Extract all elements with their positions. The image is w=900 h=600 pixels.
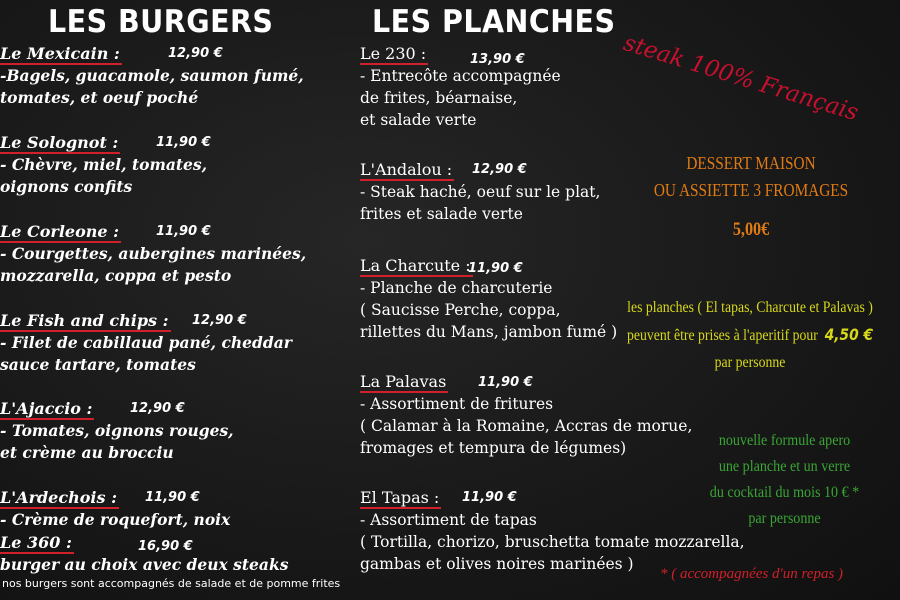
planche-desc-line: et salade verte [360, 111, 477, 130]
burger-desc-line: mozzarella, coppa et pesto [0, 266, 232, 286]
formule-apero-note [686, 428, 884, 532]
dessert-line: DESSERT MAISON [686, 153, 816, 173]
formule-line: une planche et un verre [718, 458, 851, 475]
aperitif-price: 4,50 € [824, 325, 874, 344]
burger-price: 16,90 € [138, 539, 193, 554]
formule-line: par personne [748, 510, 821, 527]
planche-item-230 [360, 44, 610, 131]
planche-price: 12,90 € [472, 162, 527, 177]
burger-item-corleone [0, 222, 345, 287]
planche-desc-line: frites et salade verte [360, 205, 523, 224]
planche-desc-line: ( Tortilla, chorizo, bruschetta tomate mozzarella, [360, 533, 745, 552]
burger-name: Le 360 : [0, 534, 74, 554]
aperitif-line: peuvent être prises à l'aperitif pour [626, 327, 818, 344]
planche-desc-line: - Entrecôte accompagnée [360, 67, 561, 86]
burger-price: 12,90 € [192, 313, 247, 328]
planche-desc-line: de frites, béarnaise, [360, 89, 518, 108]
burger-desc-line: -Bagels, guacamole, saumon fumé, [0, 66, 304, 86]
planche-desc-line: - Planche de charcuterie [360, 279, 553, 298]
burger-name: L'Ajaccio : [0, 400, 94, 420]
planche-desc-line: - Assortiment de fritures [360, 395, 554, 414]
burger-item-fish-and-chips [0, 311, 345, 376]
burger-item-mexicain [0, 44, 345, 109]
planche-desc-line: - Steak haché, oeuf sur le plat, [360, 183, 601, 202]
accompaniment-note: * ( accompagnées d'un repas ) [660, 566, 844, 582]
burger-desc-line: sauce tartare, tomates [0, 355, 196, 375]
planches-heading: LES PLANCHES [372, 4, 616, 40]
burgers-footnote: nos burgers sont accompagnés de salade et de pomme frites [2, 577, 341, 590]
planche-item-charcute [360, 256, 618, 343]
planche-desc-line: rillettes du Mans, jambon fumé ) [360, 323, 618, 342]
burger-desc-line: tomates, et oeuf poché [0, 88, 199, 108]
planche-price: 11,90 € [478, 375, 533, 390]
burger-name: Le Corleone : [0, 223, 121, 243]
planche-desc-line: gambas et olives noires marinées ) [360, 555, 634, 574]
aperitif-line: par personne [714, 354, 786, 371]
burger-desc-line: - Chèvre, miel, tomates, [0, 155, 208, 175]
planche-name: La Palavas [360, 373, 448, 393]
burger-item-ajaccio [0, 399, 345, 464]
burger-desc-line: - Tomates, oignons rouges, [0, 421, 234, 441]
burger-name: Le Solognot : [0, 134, 120, 154]
planche-price: 11,90 € [462, 490, 517, 505]
burger-price: 12,90 € [168, 46, 223, 61]
planche-desc-line: ( Calamar à la Romaine, Accras de morue, [360, 417, 693, 436]
planche-desc-line: - Assortiment de tapas [360, 511, 537, 530]
burger-price: 11,90 € [156, 224, 211, 239]
aperitif-note [621, 294, 879, 376]
burger-name: Le Fish and chips : [0, 312, 171, 332]
burger-desc-line: - Filet de cabillaud pané, cheddar [0, 333, 292, 353]
burger-desc-line: oignons confits [0, 177, 133, 197]
steak-banner: steak 100% Français [620, 30, 862, 127]
burger-price: 11,90 € [156, 135, 211, 150]
dessert-block [645, 150, 858, 243]
burger-desc-line: - Crème de roquefort, noix [0, 510, 231, 530]
burger-desc-line: burger au choix avec deux steaks [0, 555, 289, 575]
burger-item-solognot [0, 133, 345, 198]
planche-price: 11,90 € [468, 261, 523, 276]
planche-name: La Charcute : [360, 257, 473, 277]
burger-desc-line: et crème au brocciu [0, 443, 174, 463]
planche-price: 13,90 € [470, 52, 525, 67]
planche-desc-line: fromages et tempura de légumes) [360, 439, 627, 458]
burger-desc-line: - Courgettes, aubergines marinées, [0, 244, 307, 264]
burger-item-ardechois [0, 488, 345, 531]
planche-name: El Tapas : [360, 489, 441, 509]
formule-line: nouvelle formule apero [718, 432, 851, 449]
burger-name: Le Mexicain : [0, 45, 122, 65]
formule-line: du cocktail du mois 10 € * [709, 484, 860, 501]
burger-name: L'Ardechois : [0, 489, 119, 509]
dessert-price: 5,00€ [732, 219, 770, 240]
burger-price: 11,90 € [145, 490, 200, 505]
burgers-heading: LES BURGERS [48, 4, 274, 40]
planche-item-andalou [360, 160, 610, 225]
burger-price: 12,90 € [130, 401, 185, 416]
burger-item-360 [0, 533, 345, 576]
aperitif-line: les planches ( El tapas, Charcute et Palavas ) [627, 299, 873, 316]
planche-name: L'Andalou : [360, 161, 454, 181]
planche-name: Le 230 : [360, 45, 428, 65]
planche-desc-line: ( Saucisse Perche, coppa, [360, 301, 561, 320]
dessert-line: OU ASSIETTE 3 FROMAGES [653, 180, 849, 200]
planche-item-palavas [360, 372, 693, 459]
